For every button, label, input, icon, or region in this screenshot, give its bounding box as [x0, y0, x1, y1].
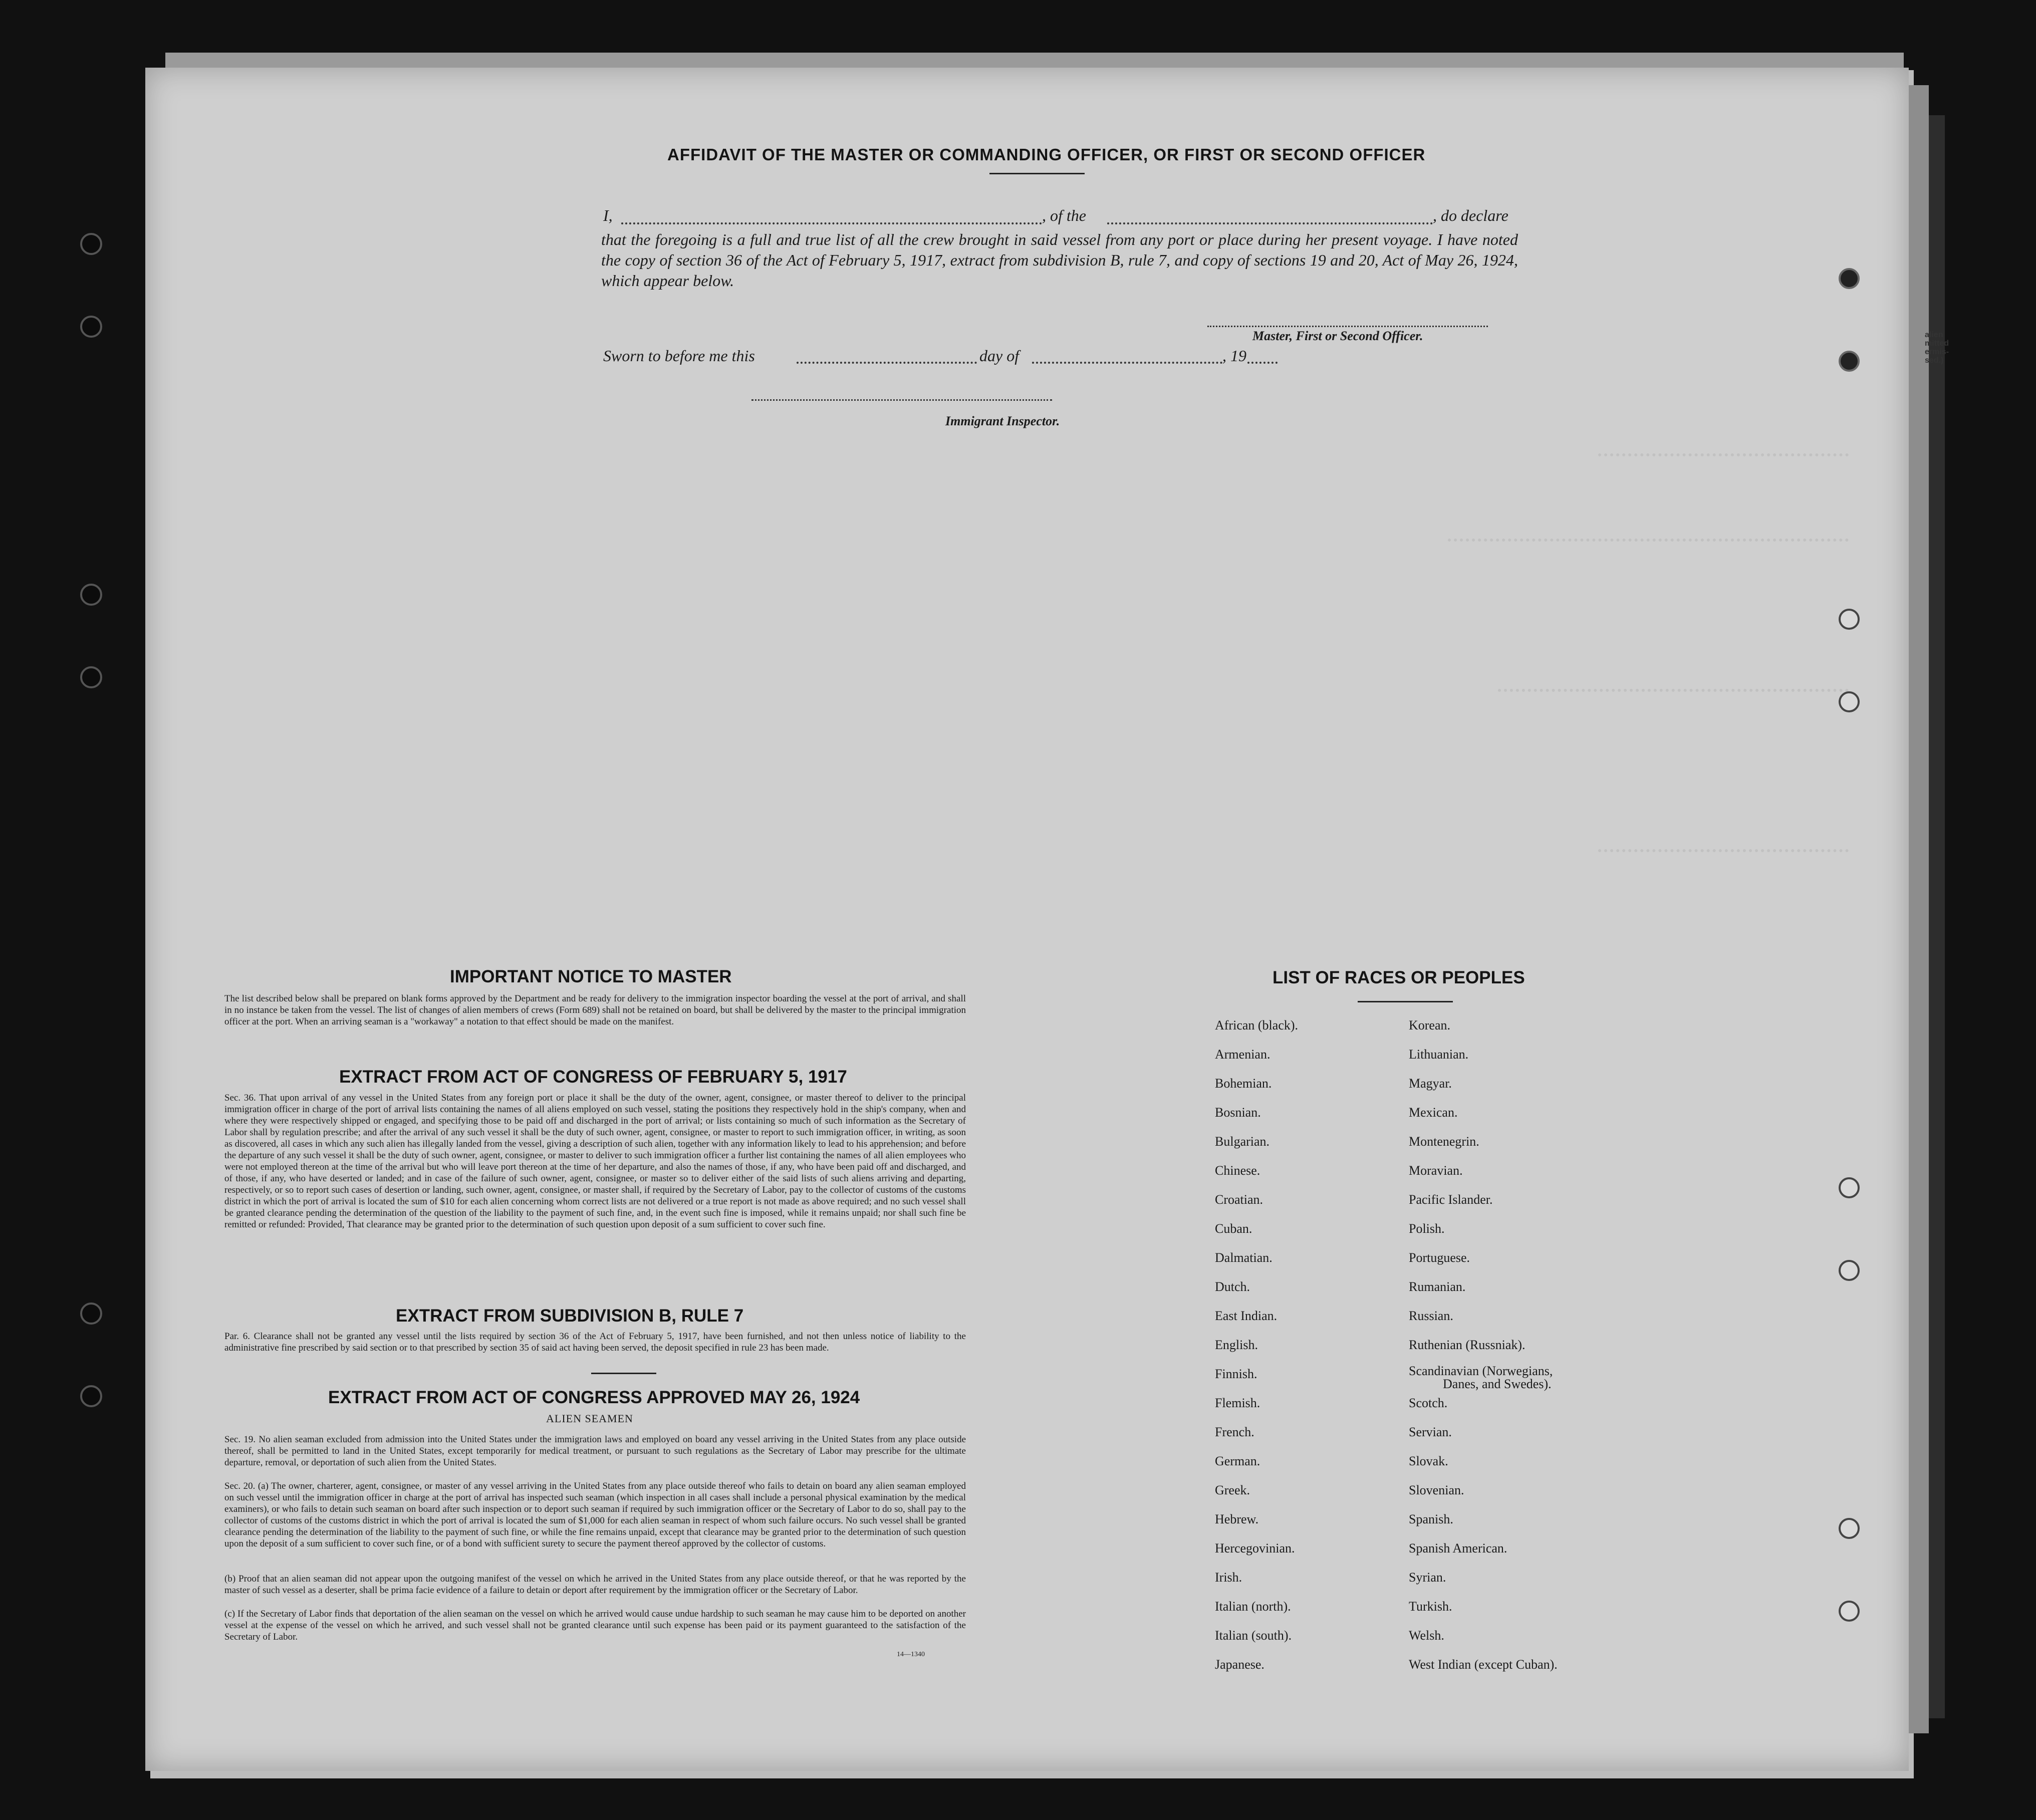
extract-1924-title: EXTRACT FROM ACT OF CONGRESS APPROVED MAY 26, 1924	[328, 1388, 860, 1407]
edge-stamp-line: ermis-	[1925, 348, 1949, 356]
race-item: Bohemian.	[1215, 1076, 1272, 1091]
sworn-year-field[interactable]	[1247, 362, 1278, 364]
race-item: Ruthenian (Russniak).	[1409, 1338, 1525, 1352]
right-dark-strip	[1925, 115, 1949, 1718]
extract-1924-sec19: Sec. 19. No alien seaman excluded from admission into the United States under the immigration laws and employed on board any vessel arriving in the United States from any place outside thereof, shall be permitted to land in the United States, except temporarily for medical treatment, or pursuant to such regulations as the Secretary of Labor may prescribe for the ultimate departure, removal, or deportation of such alien from the United States.	[224, 1434, 966, 1468]
race-item: Cuban.	[1215, 1221, 1252, 1236]
punch-ring	[1839, 1260, 1860, 1281]
punch-ring	[1839, 1518, 1860, 1539]
race-item: Bosnian.	[1215, 1105, 1261, 1120]
bleed-through-row	[1598, 849, 1849, 867]
vessel-name-field[interactable]	[1107, 222, 1433, 224]
year-prefix: , 19	[1222, 347, 1246, 365]
race-item: Turkish.	[1409, 1599, 1452, 1614]
inspector-signature-line[interactable]	[751, 399, 1052, 401]
race-item: Russian.	[1409, 1309, 1453, 1323]
race-item: Welsh.	[1409, 1628, 1444, 1643]
extract-1917-body: Sec. 36. That upon arrival of any vessel in the United States from any foreign port or place it shall be the duty of the owner, agent, consignee, or master thereof to deliver to the principal immigration officer in charge of the port of arrival lists containing the names of all aliens employed on such vessel, stating the positions they respectively hold in the ship's company, when and where they were respectively shipped or engaged, and specifying those to be paid off and discharged in the port of arrival; or lists containing so much of such information as the Secretary of Labor shall by regulation prescribe; and after the arrival of any such vessel it shall be the duty of such owner, agent, consignee, or master to report to such immigration officer, in writing, as soon as discovered, all cases in which any such alien has illegally landed from the vessel, giving a description of such alien, together with any information likely to lead to his apprehension; and before the departure of any such vessel it shall be the duty of such owner, agent, consignee, or master to deliver to such immigration officer a further list containing the names of all alien employees who were not employed thereon at the time of the arrival but who will leave port thereon at the time of her departure, and also the names of those, if any, who have been paid off and discharged, and of those, if any, who have deserted or landed; and in case of the failure of such owner, agent, consignee, or master so to deliver either of the said lists of such aliens arriving and departing, respectively, or so to report such cases of desertion or landing, such owner, agent, consignee, or master shall, if required by the Secretary of Labor, pay to the collector of customs of the customs district in which the port of arrival is located the sum of $10 for each alien concerning whom correct lists are not delivered or a true report is not made as above required; and no such vessel shall be granted clearance pending the determination of the question of the liability to the payment of such fine, and, in the event such fine is imposed, while it remains unpaid; nor shall such fine be remitted or refunded: Provided, That clearance may be granted prior to the determination of such question upon deposit of a sum sufficient to cover such fine.	[224, 1093, 966, 1230]
race-item: Mexican.	[1409, 1105, 1458, 1120]
do-declare-label: , do declare	[1433, 206, 1508, 224]
binder-hole	[80, 584, 102, 606]
punch-ring	[1839, 1601, 1860, 1622]
race-item: Slovak.	[1409, 1454, 1448, 1468]
extract-1924-subtitle: ALIEN SEAMEN	[546, 1412, 633, 1425]
race-item: Irish.	[1215, 1570, 1242, 1585]
declaration-text: that the foregoing is a full and true list of all the crew brought in said vessel from any port or place during her present voyage. I have noted the copy of section 36 of the Act of February 5, 1917, extract from subdivision B, rule 7, and copy of sections 19 and 20, Act of May 26, 1924, which appear below.	[601, 230, 1518, 290]
sworn-label: Sworn to before me this	[603, 347, 755, 365]
race-item: Scandinavian (Norwegians,	[1409, 1364, 1553, 1378]
extract-1917-title: EXTRACT FROM ACT OF CONGRESS OF FEBRUARY 5, 1917	[339, 1067, 847, 1087]
race-item: Italian (north).	[1215, 1599, 1291, 1614]
race-item: Bulgarian.	[1215, 1134, 1270, 1149]
race-item: Chinese.	[1215, 1163, 1260, 1178]
race-item: Hercegovinian.	[1215, 1541, 1295, 1555]
race-item: Spanish.	[1409, 1512, 1453, 1526]
punch-ring	[1839, 609, 1860, 630]
race-item: Greek.	[1215, 1483, 1250, 1497]
race-item: Lithuanian.	[1409, 1047, 1469, 1062]
bleed-through-row	[1498, 689, 1849, 707]
race-item: French.	[1215, 1425, 1254, 1439]
affidavit-i-label: I,	[603, 206, 613, 224]
race-item: Flemish.	[1215, 1396, 1260, 1410]
master-signature-label: Master, First or Second Officer.	[1252, 329, 1423, 343]
binder-hole	[80, 233, 102, 255]
race-item: English.	[1215, 1338, 1258, 1352]
race-item: Hebrew.	[1215, 1512, 1259, 1526]
race-item: Italian (south).	[1215, 1628, 1292, 1643]
binder-hole	[80, 1303, 102, 1325]
race-item: Danes, and Swedes).	[1443, 1377, 1552, 1391]
binder-hole	[80, 1385, 102, 1407]
extract-1924-sec20b: (b) Proof that an alien seaman did not appear upon the outgoing manifest of the vessel on which he arrived in the United States from any place outside thereof, or that he was reported by the master of such vessel as a deserter, shall be prima facie evidence of a failure to detain or deport after requirement by the immigration officer or the Secretary of Labor.	[224, 1574, 966, 1596]
race-item: Magyar.	[1409, 1076, 1452, 1091]
of-the-label: , of the	[1042, 206, 1086, 224]
inspector-label: Immigrant Inspector.	[945, 414, 1060, 428]
race-item: Dutch.	[1215, 1279, 1250, 1294]
race-item: East Indian.	[1215, 1309, 1278, 1323]
race-item: Korean.	[1409, 1018, 1451, 1032]
race-item: Dalmatian.	[1215, 1250, 1272, 1265]
race-item: Rumanian.	[1409, 1279, 1466, 1294]
race-item: Syrian.	[1409, 1570, 1446, 1585]
extract-rule7-body: Par. 6. Clearance shall not be granted any vessel until the lists required by section 36 of the Act of February 5, 1917, have been furnished, and not then unless notice of liability to the administrative fine prescribed by said section or to that prescribed by section 35 of said act having been served, the deposit specified in rule 23 has been made.	[224, 1331, 966, 1353]
race-item: Servian.	[1409, 1425, 1452, 1439]
extract-1924-sec20c: (c) If the Secretary of Labor finds that deportation of the alien seaman on the vessel on which he arrived would cause undue hardship to such seaman he may cause him to be deported on another vessel at the expense of the vessel on which he arrived, and such vessel shall not be granted clearance until such expense has been paid or its payment guaranteed to the satisfaction of the Secretary of Labor.	[224, 1609, 966, 1642]
race-item: Pacific Islander.	[1409, 1192, 1493, 1207]
race-item: Montenegrin.	[1409, 1134, 1479, 1149]
binder-hole	[80, 666, 102, 688]
edge-stamp	[1925, 331, 1949, 365]
notice-title: IMPORTANT NOTICE TO MASTER	[450, 967, 732, 986]
punch-ring	[1839, 268, 1860, 289]
edge-stamp-line: mitted	[1925, 339, 1949, 348]
sworn-month-field[interactable]	[1032, 362, 1222, 364]
race-item: African (black).	[1215, 1018, 1299, 1032]
bleed-through-row	[1598, 453, 1849, 471]
races-title: LIST OF RACES OR PEOPLES	[1272, 968, 1525, 987]
extract-rule7-title: EXTRACT FROM SUBDIVISION B, RULE 7	[396, 1306, 744, 1326]
form-number: 14—1340	[897, 1651, 925, 1658]
race-item: Slovenian.	[1409, 1483, 1464, 1497]
race-item: Armenian.	[1215, 1047, 1270, 1062]
race-item: Moravian.	[1409, 1163, 1463, 1178]
race-item: Scotch.	[1409, 1396, 1448, 1410]
edge-stamp-line: alien	[1925, 331, 1943, 339]
race-item: Finnish.	[1215, 1367, 1257, 1381]
race-item: Portuguese.	[1409, 1250, 1470, 1265]
section-divider	[591, 1373, 656, 1374]
punch-ring	[1839, 691, 1860, 712]
master-signature-line[interactable]	[1207, 326, 1488, 327]
races-title-underline	[1358, 1001, 1453, 1002]
race-item: German.	[1215, 1454, 1260, 1468]
day-of-label: day of	[979, 347, 1020, 365]
edge-stamp-line: sed.)	[1925, 356, 1944, 365]
extract-1924-sec20a: Sec. 20. (a) The owner, charterer, agent, consignee, or master of any vessel arriving in the United States from any place outside thereof who fails to detain on board any alien seaman employed on such vessel until the immigration officer in charge at the port of arrival has inspected such seaman (which inspection in all cases shall include a personal physical examination by the medical examiners), or who fails to detain such seaman on board after such inspection or to deport such seaman if required by such immigration officer or the Secretary of Labor to do so, shall pay to the collector of customs of the customs district in which the port of arrival is located the sum of $1,000 for each alien seaman in respect of whom such failure occurs. No such vessel shall be granted clearance pending the determination of the liability to the payment of such fine, or while the fine remains unpaid, except that clearance may be granted prior to the determination of such question upon the deposit of a sum sufficient to cover such fine, or of a bond with sufficient surety to secure the payment thereof approved by the collector of customs.	[224, 1481, 966, 1549]
punch-ring	[1839, 1177, 1860, 1198]
master-name-field[interactable]	[621, 222, 1042, 224]
race-item: West Indian (except Cuban).	[1409, 1657, 1558, 1672]
race-item: Spanish American.	[1409, 1541, 1507, 1555]
race-item: Japanese.	[1215, 1657, 1264, 1672]
bleed-through-row	[1448, 539, 1849, 557]
race-item: Croatian.	[1215, 1192, 1263, 1207]
title-underline	[989, 173, 1085, 174]
notice-body: The list described below shall be prepared on blank forms approved by the Department and be ready for delivery to the immigration inspector boarding the vessel at the port of arrival, and shall in no instance be taken from the vessel. The list of changes of alien members of crews (Form 689) shall not be retained on board, but shall be delivered by the master to the principal immigration officer at the port. When an arriving seaman is a "workaway" a notation to that effect should be made on the manifest.	[224, 993, 966, 1027]
binder-hole	[80, 316, 102, 338]
punch-ring	[1839, 351, 1860, 372]
affidavit-title: AFFIDAVIT OF THE MASTER OR COMMANDING OFFICER, OR FIRST OR SECOND OFFICER	[667, 145, 1426, 164]
race-item: Polish.	[1409, 1221, 1445, 1236]
sworn-day-field[interactable]	[797, 362, 977, 364]
